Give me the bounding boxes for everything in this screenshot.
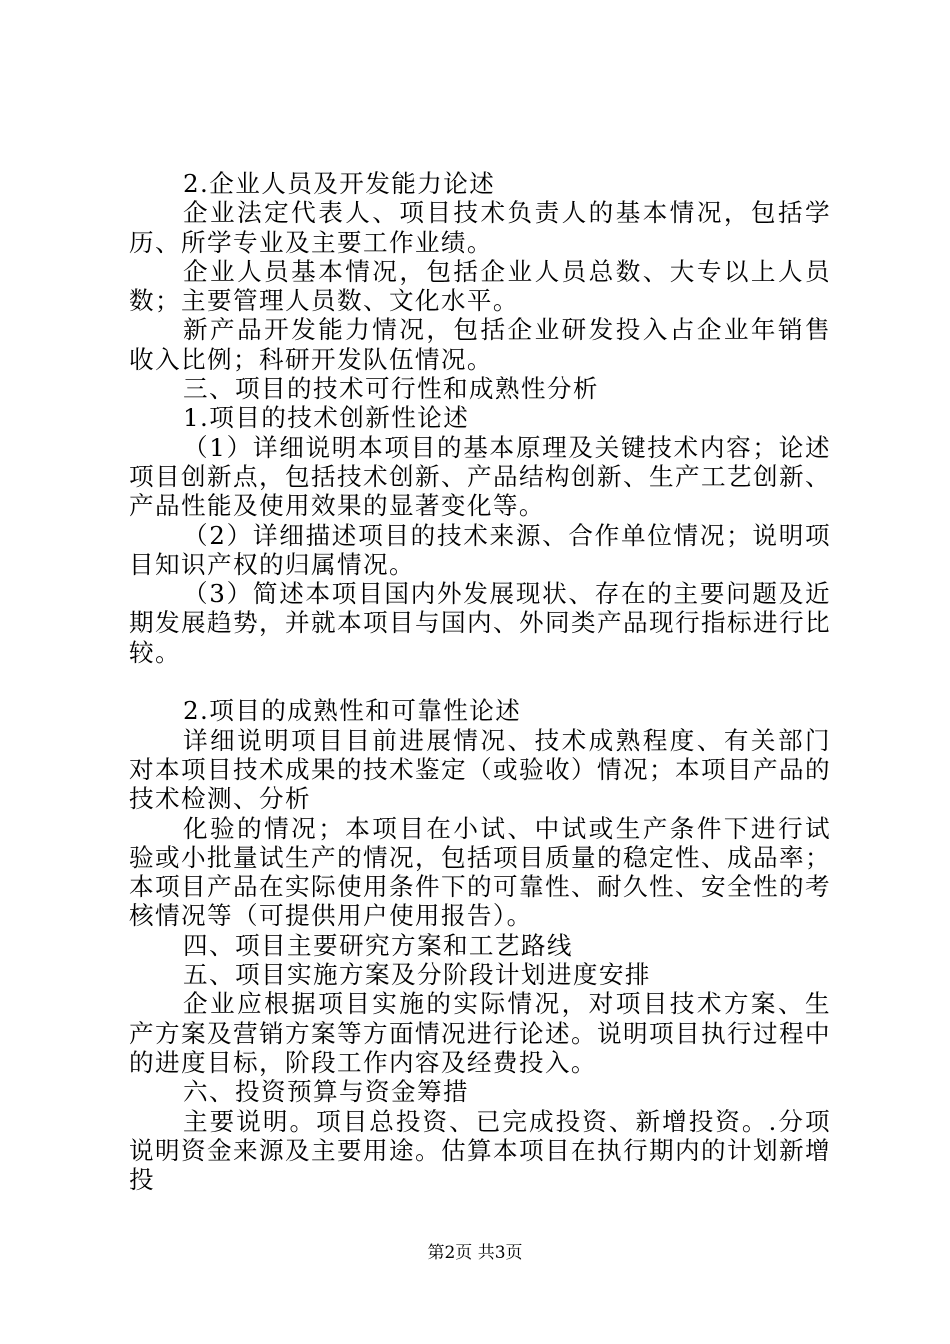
body-paragraph: （1）详细说明本项目的基本原理及关键技术内容；论述项目创新点，包括技术创新、产品结构创新、生产工艺创新、产品性能及使用效果的显著变化等。 (129, 432, 831, 521)
section-heading: 2.企业人员及开发能力论述 (183, 169, 496, 198)
section-heading: 五、项目实施方案及分阶段计划进度安排 (183, 960, 651, 990)
body-paragraph: （3）简述本项目国内外发展现状、存在的主要问题及近期发展趋势，并就本项目与国内、外同类产品现行指标进行比较。 (129, 579, 831, 667)
blank-line (129, 667, 831, 696)
body-paragraph: 企业应根据项目实施的实际情况，对项目技术方案、生产方案及营销方案等方面情况进行论述。说明项目执行过程中的进度目标，阶段工作内容及经费投入。 (129, 989, 831, 1077)
body-paragraph: （2）详细描述项目的技术来源、合作单位情况；说明项目知识产权的归属情况。 (129, 520, 831, 579)
section-heading: 三、项目的技术可行性和成熟性分析 (183, 374, 599, 404)
body-paragraph: 化验的情况；本项目在小试、中试或生产条件下进行试验或小批量试生产的情况，包括项目质量的稳定性、成品率；本项目产品在实际使用条件下的可靠性、耐久性、安全性的考核情况等（可提供用户使用报告）。 (129, 813, 831, 931)
section-heading: 六、投资预算与资金筹措 (183, 1077, 469, 1107)
page-footer: 第2页 共3页 (427, 1243, 523, 1263)
body-paragraph: 企业人员基本情况，包括企业人员总数、大专以上人员数；主要管理人员数、文化水平。 (129, 256, 831, 316)
section-heading: 2.项目的成熟性和可靠性论述 (183, 696, 522, 726)
body-paragraph: 详细说明项目目前进展情况、技术成熟程度、有关部门对本项目技术成果的技术鉴定（或验收）情况；本项目产品的技术检测、分析 (129, 725, 831, 814)
body-paragraph: 新产品开发能力情况，包括企业研发投入占企业年销售收入比例；科研开发队伍情况。 (129, 315, 831, 374)
section-heading: 1.项目的技术创新性论述 (183, 403, 470, 433)
document-body (129, 169, 831, 1194)
section-heading: 四、项目主要研究方案和工艺路线 (183, 930, 573, 960)
body-paragraph: 主要说明。项目总投资、已完成投资、新增投资。.分项说明资金来源及主要用途。估算本项目在执行期内的计划新增投 (129, 1106, 831, 1195)
body-paragraph: 企业法定代表人、项目技术负责人的基本情况，包括学历、所学专业及主要工作业绩。 (129, 198, 831, 257)
